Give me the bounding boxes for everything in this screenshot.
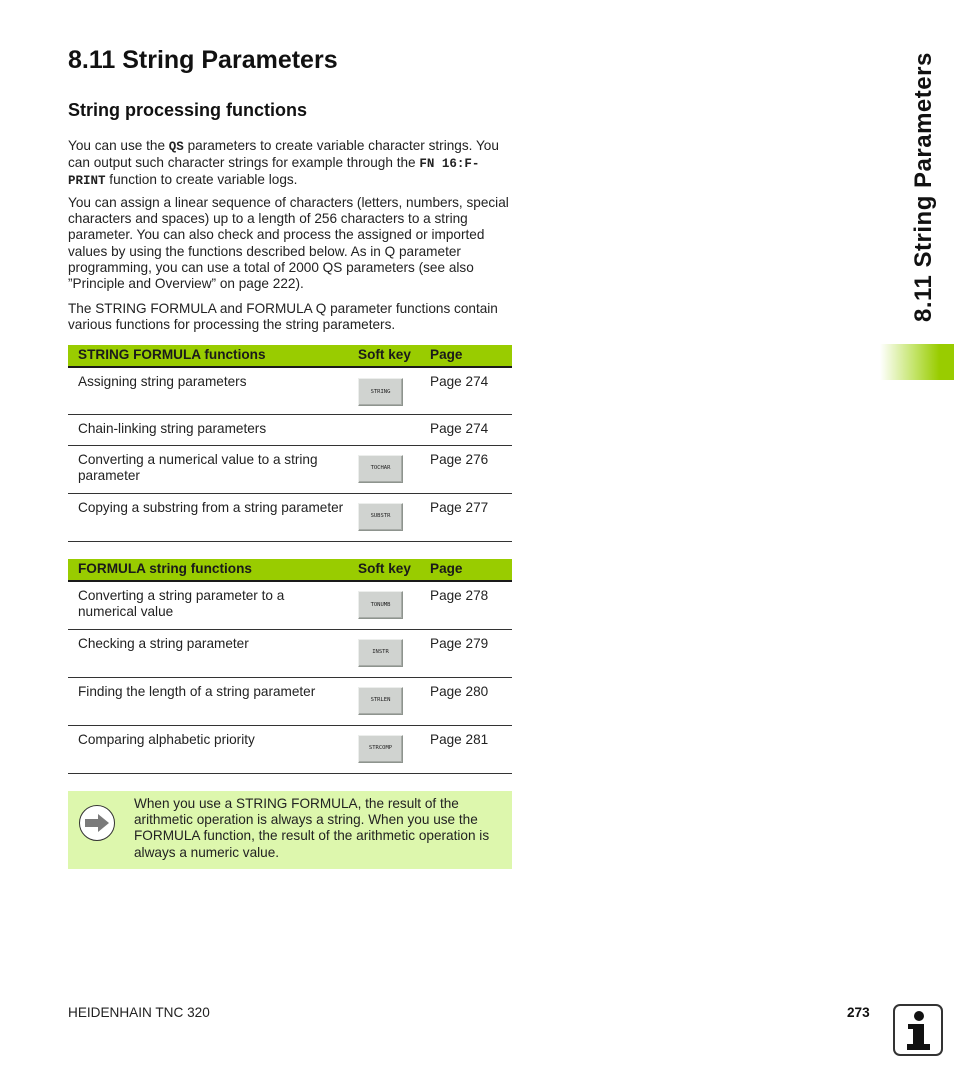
page-ref: Page 276 xyxy=(430,445,512,493)
intro-paragraph-2: You can assign a linear sequence of characters (letters, numbers, special characters and spaces) up to a length of 256 characters to a string parameter. You can also check and process the assigned or imported values by using the functions described below. As in Q parameter programming, you can use a total of 2000 QS parameters (see also ”Principle and Overview” on page 222). xyxy=(68,195,509,292)
column-header: Soft key xyxy=(344,559,430,581)
function-label: Copying a substring from a string parameter xyxy=(68,493,344,541)
page-ref: Page 274 xyxy=(430,414,512,445)
function-label: Assigning string parameters xyxy=(68,367,344,414)
softkey-instr[interactable]: INSTR xyxy=(358,639,403,667)
softkey-cell xyxy=(344,445,430,493)
softkey-tochar[interactable]: TOCHAR xyxy=(358,455,403,483)
intro-text: function to create variable logs. xyxy=(105,172,298,188)
column-header: STRING FORMULA functions xyxy=(68,345,344,367)
page-ref: Page 278 xyxy=(430,581,512,629)
column-header: FORMULA string functions xyxy=(68,559,344,581)
column-header: Page xyxy=(430,345,512,367)
section-title: String processing functions xyxy=(68,100,308,120)
function-label: Converting a numerical value to a string parameter xyxy=(68,445,344,493)
page-ref: Page 274 xyxy=(430,367,512,414)
softkey-strlen[interactable]: STRLEN xyxy=(358,687,403,715)
table-row xyxy=(68,629,512,677)
note-box xyxy=(68,791,512,869)
softkey-cell xyxy=(344,629,430,677)
softkey-cell xyxy=(344,367,430,414)
table-row xyxy=(68,414,512,445)
softkey-strcomp[interactable]: STRCOMP xyxy=(358,735,403,763)
function-label: Converting a string parameter to a numerical value xyxy=(68,581,344,629)
page-number: 273 xyxy=(847,1005,870,1020)
side-chapter-title: 8.11 String Parameters xyxy=(910,52,937,322)
intro-paragraph-3: The STRING FORMULA and FORMULA Q parameter functions contain various functions for processing the string parameters. xyxy=(68,301,498,333)
page-ref: Page 281 xyxy=(430,725,512,773)
softkey-cell xyxy=(344,493,430,541)
table-row xyxy=(68,445,512,493)
function-label: Checking a string parameter xyxy=(68,629,344,677)
page-title: 8.11 String Parameters xyxy=(68,46,338,74)
column-header: Soft key xyxy=(344,345,430,367)
info-icon xyxy=(893,1004,943,1056)
intro-text: parameters to create variable character strings. You can output such character strings for example through the xyxy=(68,138,499,171)
table-row xyxy=(68,581,512,629)
string-formula-table xyxy=(68,345,512,542)
softkey-cell xyxy=(344,725,430,773)
footer-manual-name: HEIDENHAIN TNC 320 xyxy=(68,1005,210,1020)
page-ref: Page 279 xyxy=(430,629,512,677)
softkey-string[interactable]: STRING xyxy=(358,378,403,406)
table-row xyxy=(68,367,512,414)
softkey-cell xyxy=(344,414,430,445)
column-header: Page xyxy=(430,559,512,581)
table-row xyxy=(68,725,512,773)
chapter-tab-marker xyxy=(880,344,954,380)
function-label: Chain-linking string parameters xyxy=(68,414,344,445)
page-ref: Page 277 xyxy=(430,493,512,541)
softkey-cell xyxy=(344,677,430,725)
softkey-cell xyxy=(344,581,430,629)
table-row xyxy=(68,677,512,725)
table-header-row xyxy=(68,345,512,367)
table-row xyxy=(68,493,512,541)
formula-string-table xyxy=(68,559,512,774)
intro-text: You can use the xyxy=(68,138,169,153)
code-fn16: FN 16:F-PRINT xyxy=(68,157,480,189)
table-header-row xyxy=(68,559,512,581)
arrow-right-icon xyxy=(79,805,115,841)
intro-paragraph-1 xyxy=(68,138,513,190)
function-label: Comparing alphabetic priority xyxy=(68,725,344,773)
note-text: When you use a STRING FORMULA, the result of the arithmetic operation is always a string. When you use the FORMULA function, the result of the arithmetic operation is always a numeric value. xyxy=(134,796,490,860)
softkey-tonumb[interactable]: TONUMB xyxy=(358,591,403,619)
page-ref: Page 280 xyxy=(430,677,512,725)
function-label: Finding the length of a string parameter xyxy=(68,677,344,725)
code-qs: QS xyxy=(168,140,184,154)
softkey-substr[interactable]: SUBSTR xyxy=(358,503,403,531)
